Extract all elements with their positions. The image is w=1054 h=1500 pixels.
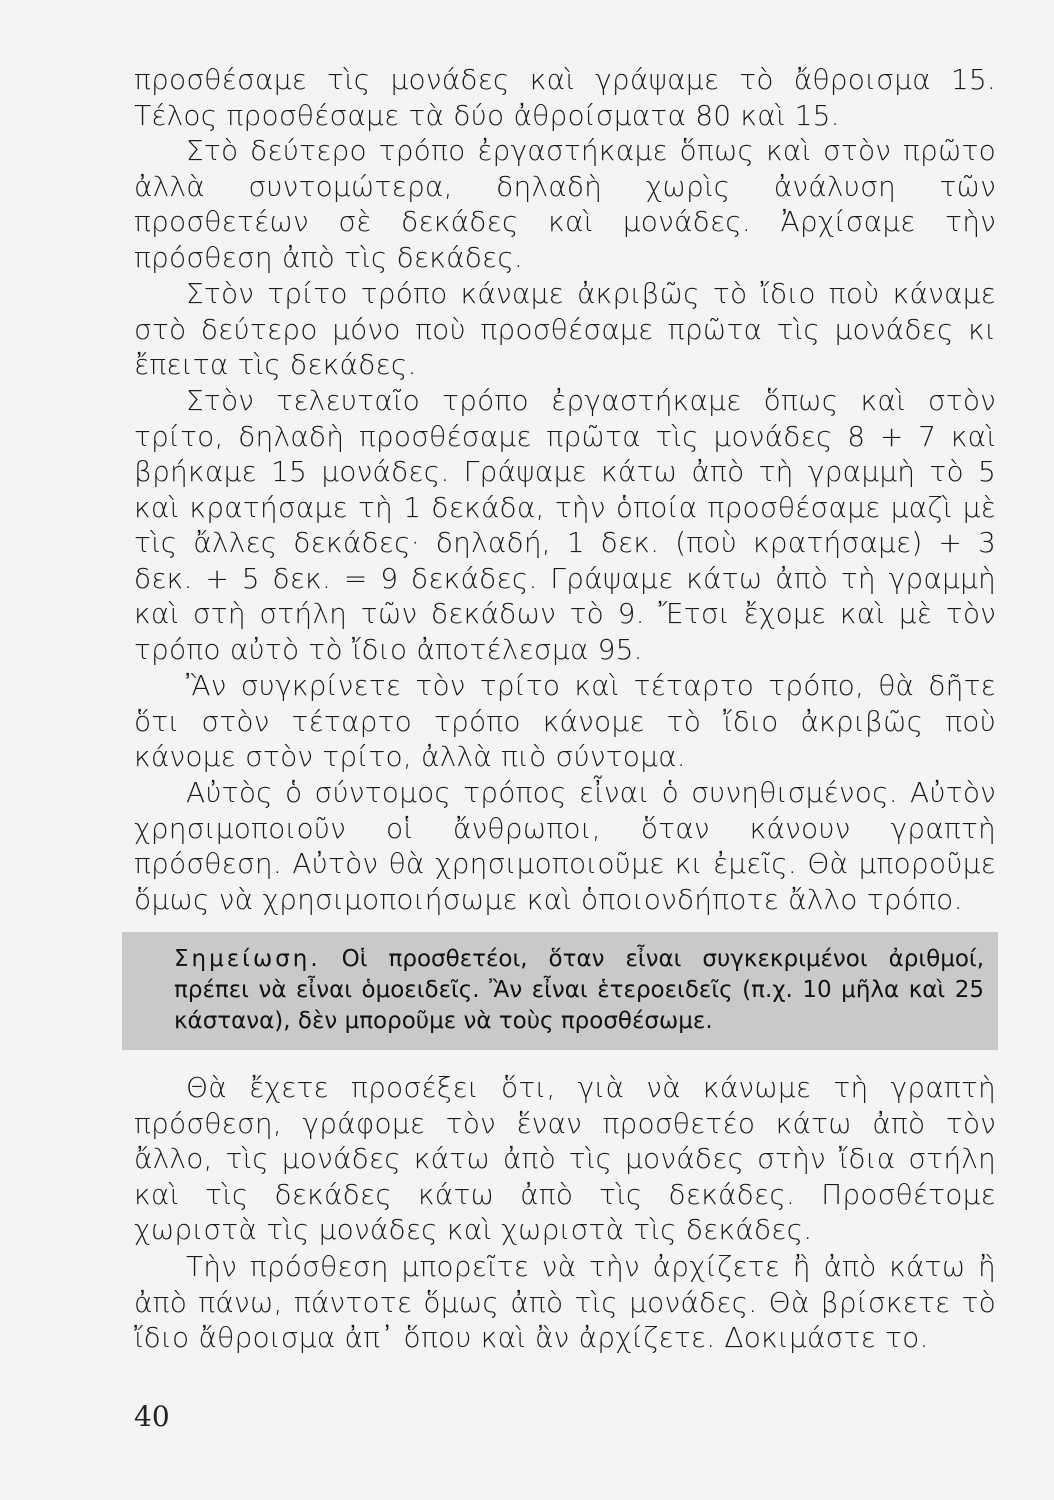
note-text: Οἱ προσθετέοι, ὅταν εἶναι συγκεκριμένοι ἀριθμοί, πρέπει νὰ εἶναι ὁμοειδεῖς. Ἂν εἶναι ἑτεροειδεῖς (π.χ. 10 μῆλα καὶ 25 κάστανα), δὲν μποροῦμε νὰ τοὺς προσθέσωμε. — [174, 946, 985, 1034]
note — [174, 944, 984, 1037]
paragraph-second-method: Στὸ δεύτερο τρόπο ἐργαστήκαμε ὅπως καὶ στὸν πρῶτο ἀλλὰ συντομώτερα, δηλαδὴ χωρὶς ἀνάλυση τῶν προσθετέων σὲ δεκάδες καὶ μονάδες. Ἀρχίσαμε τὴν πρόσθεση ἀπὸ τὶς δεκάδες. — [134, 134, 996, 274]
paragraph-start-addition: Τὴν πρόσθεση μπορεῖτε νὰ τὴν ἀρχίζετε ἢ ἀπὸ κάτω ἢ ἀπὸ πάνω, πάντοτε ὅμως ἀπὸ τὶς μονάδες. Θὰ βρίσκετε τὸ ἴδιο ἄθροισμα ἀπ᾿ ὅπου καὶ ἂν ἀρχίζετε. Δοκιμάστε το. — [134, 1250, 996, 1354]
paragraph-continuation: προσθέσαμε τὶς μονάδες καὶ γράψαμε τὸ ἄθροισμα 15. Τέλος προσθέσαμε τὰ δύο ἀθροίσματα 80 καὶ 15. — [134, 63, 996, 132]
paragraph-third-method: Στὸν τρίτο τρόπο κάναμε ἀκριβῶς τὸ ἴδιο ποὺ κάναμε στὸ δεύτερο μόνο ποὺ προσθέσαμε πρῶτα τὶς μονάδες κι ἔπειτα τὶς δεκάδες. — [134, 277, 996, 381]
page-number: 40 — [134, 1400, 170, 1433]
note-label: Σημείωση. — [174, 946, 321, 972]
paragraph-last-method: Στὸν τελευταῖο τρόπο ἐργαστήκαμε ὅπως καὶ στὸν τρίτο, δηλαδὴ προσθέσαμε πρῶτα τὶς μονάδες 8 + 7 καὶ βρήκαμε 15 μονάδες. Γράψαμε κάτω ἀπὸ τὴ γραμμὴ τὸ 5 καὶ κρατήσαμε τὴ 1 δεκάδα, τὴν ὁποία προσθέσαμε μαζὶ μὲ τὶς ἄλλες δεκάδες· δηλαδή, 1 δεκ. (ποὺ κρατήσαμε) + 3 δεκ. + 5 δεκ. = 9 δεκάδες. Γράψαμε κάτω ἀπὸ τὴ γραμμὴ καὶ στὴ στήλη τῶν δεκάδων τὸ 9. Ἔτσι ἔχομε καὶ μὲ τὸν τρόπο αὐτὸ τὸ ἴδιο ἀποτέλεσμα 95. — [134, 384, 996, 666]
paragraph-usual-method: Αὐτὸς ὁ σύντομος τρόπος εἶναι ὁ συνηθισμένος. Αὐτὸν χρησιμοποιοῦν οἱ ἄνθρωποι, ὅταν κάνουν γραπτὴ πρόσθεση. Αὐτὸν θὰ χρησιμοποιοῦμε κι ἐμεῖς. Θὰ μποροῦμε ὅμως νὰ χρησιμοποιήσωμε καὶ ὁποιονδήποτε ἄλλο τρόπο. — [134, 776, 996, 916]
paragraph-written-addition: Θὰ ἔχετε προσέξει ὅτι, γιὰ νὰ κάνωμε τὴ γραπτὴ πρόσθεση, γράφομε τὸν ἕναν προσθετέο κάτω ἀπὸ τὸν ἄλλο, τὶς μονάδες κάτω ἀπὸ τὶς μονάδες στὴν ἴδια στήλη καὶ τὶς δεκάδες κάτω ἀπὸ τὶς δεκάδες. Προσθέτομε χωριστὰ τὶς μονάδες καὶ χωριστὰ τὶς δεκάδες. — [134, 1071, 996, 1246]
paragraph-comparison: Ἂν συγκρίνετε τὸν τρίτο καὶ τέταρτο τρόπο, θὰ δῆτε ὅτι στὸν τέταρτο τρόπο κάνομε τὸ ἴδιο ἀκριβῶς ποὺ κάνομε στὸν τρίτο, ἀλλὰ πιὸ σύντομα. — [134, 669, 996, 773]
